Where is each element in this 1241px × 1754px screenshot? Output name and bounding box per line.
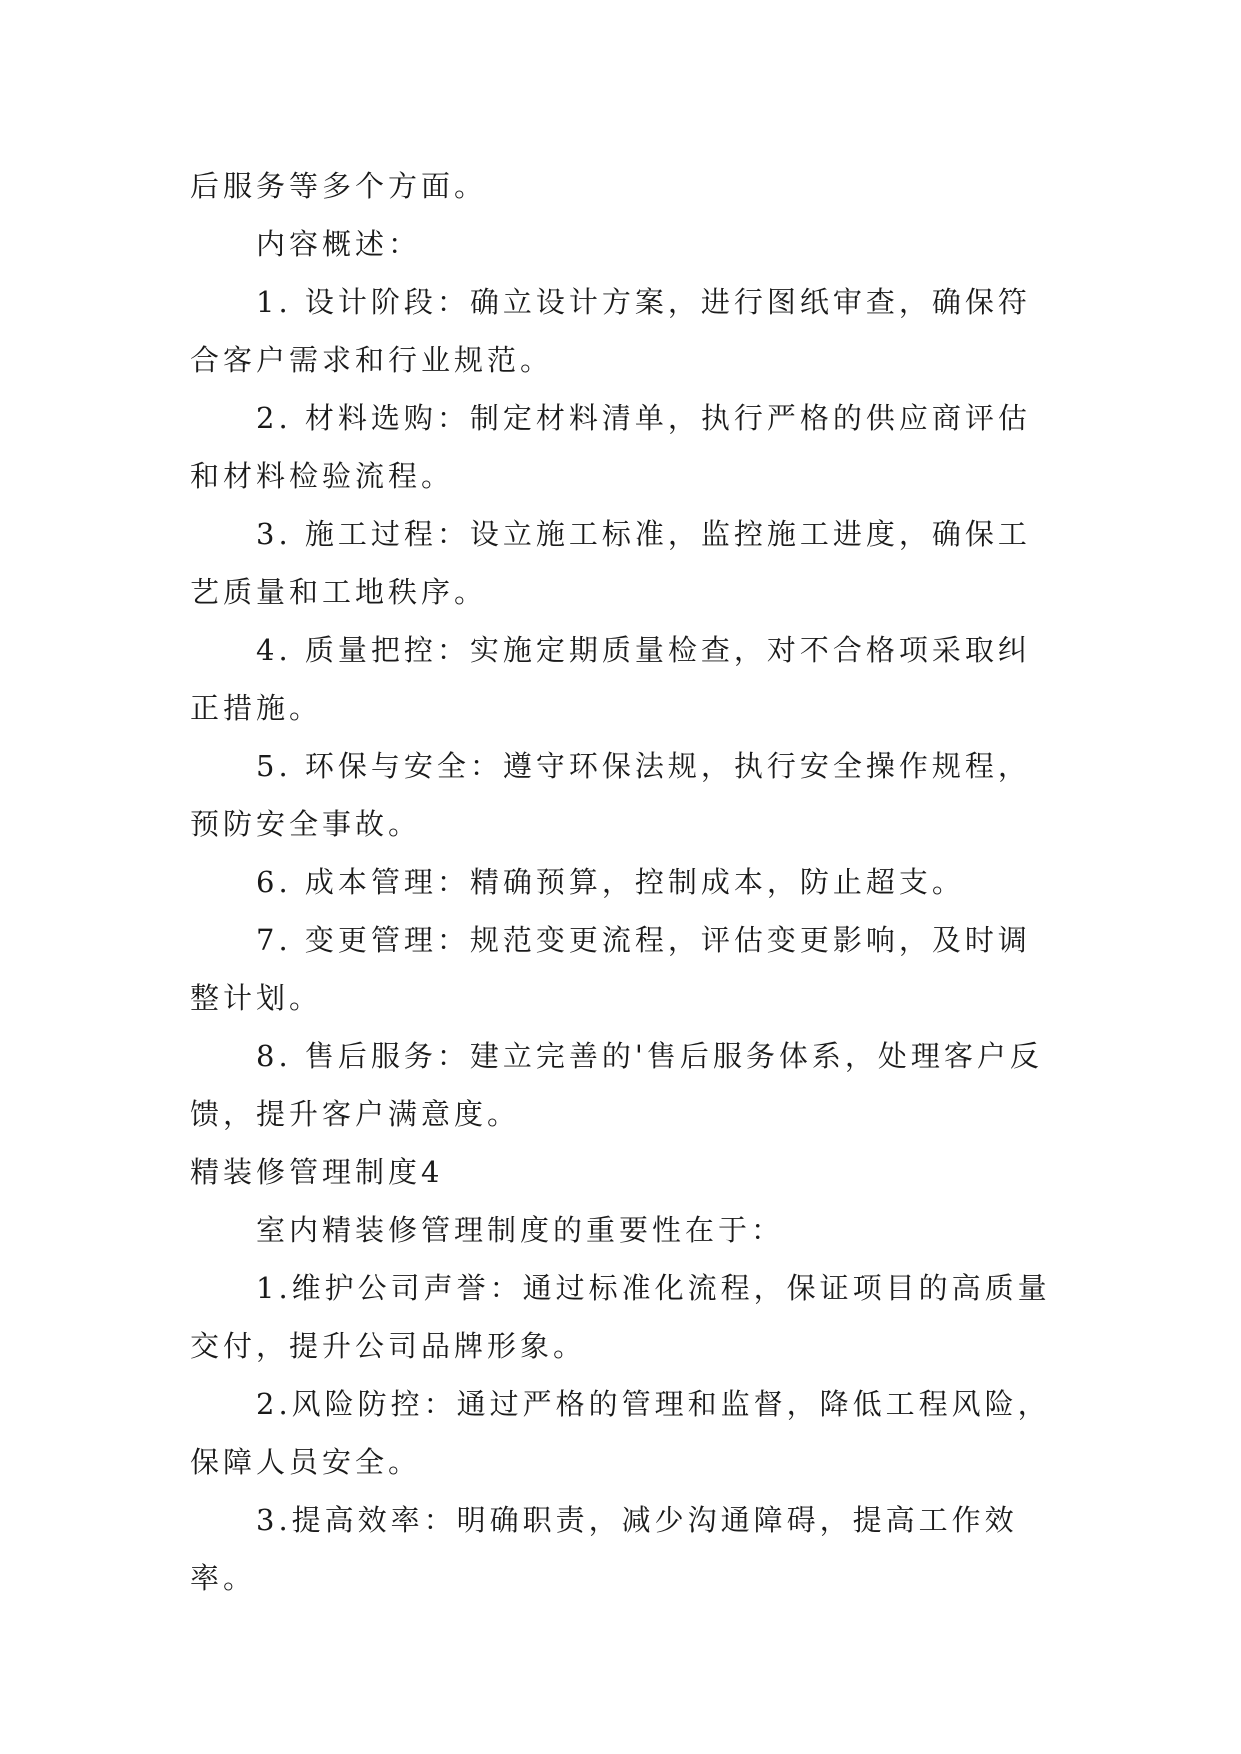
paragraph-overview-label: 内容概述： [256,227,422,261]
list-item-cost: 6. 成本管理：精确预算，控制成本，防止超支。 [256,865,965,899]
list-item-aftersales: 8. 售后服务：建立完善的'售后服务体系，处理客户反馈，提升客户满意度。 [190,1039,1043,1131]
list-item-quality: 4. 质量把控：实施定期质量检查，对不合格项采取纠正措施。 [190,633,1031,725]
list-item-change: 7. 变更管理：规范变更流程，评估变更影响，及时调整计划。 [190,923,1031,1015]
list-item-safety: 5. 环保与安全：遵守环保法规，执行安全操作规程，预防安全事故。 [190,749,1031,841]
list-item-design: 1. 设计阶段：确立设计方案，进行图纸审查，确保符合客户需求和行业规范。 [190,285,1031,377]
section-item-risk: 2.风险防控：通过严格的管理和监督，降低工程风险，保障人员安全。 [190,1387,1051,1479]
section-item-reputation: 1.维护公司声誉：通过标准化流程，保证项目的高质量交付，提升公司品牌形象。 [190,1271,1051,1363]
document-body [190,157,1052,1607]
list-item-construction: 3. 施工过程：设立施工标准，监控施工进度，确保工艺质量和工地秩序。 [190,517,1031,609]
paragraph-continuation: 后服务等多个方面。 [190,169,488,203]
list-item-materials: 2. 材料选购：制定材料清单，执行严格的供应商评估和材料检验流程。 [190,401,1031,493]
section-heading: 精装修管理制度4 [190,1155,444,1189]
section-item-efficiency: 3.提高效率：明确职责，减少沟通障碍，提高工作效率。 [190,1503,1018,1595]
section-intro: 室内精装修管理制度的重要性在于： [256,1213,785,1247]
